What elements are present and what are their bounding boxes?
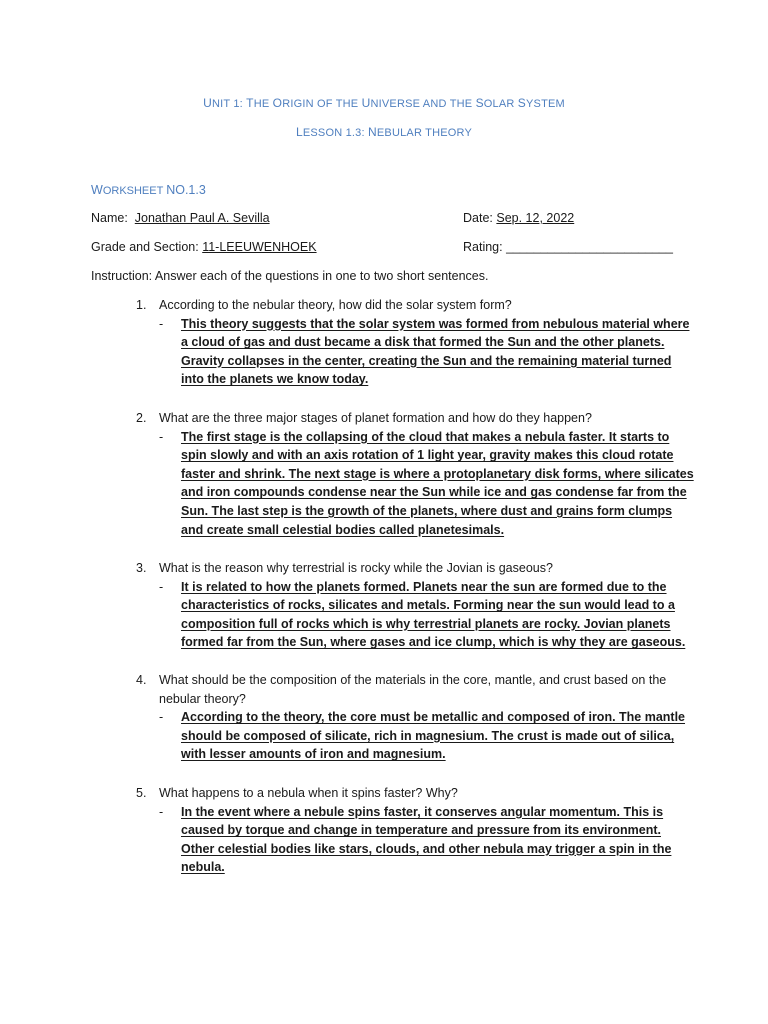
instruction: Instruction: Answer each of the questions in one to two short sentences. — [91, 269, 489, 283]
answer-dash: - — [159, 429, 164, 444]
name-line — [91, 211, 270, 226]
question-text: What is the reason why terrestrial is rocky while the Jovian is gaseous? — [159, 561, 553, 575]
answer-item — [159, 428, 696, 540]
answer-dash: - — [159, 316, 164, 331]
grade-value: 11-LEEUWENHOEK — [202, 240, 317, 254]
question-number: 4. — [136, 673, 147, 687]
date-value: Sep. 12, 2022 — [496, 211, 575, 225]
question-item — [136, 409, 696, 539]
question-number: 3. — [136, 561, 147, 575]
answer-text: The first stage is the collapsing of the cloud that makes a nebula faster. It starts to spin slowly and with an axis rotation of 1 light year, gravity makes this cloud rotate faster and shrink. The next stage is where a protoplanetary disk forms, where silicates and iron compounds condense near the Sun while ice and gas condense far from the Sun. The last step is the growth of the planets, where dust and grains form clumps and create small celestial bodies called planetesimals. — [181, 429, 694, 537]
name-value: Jonathan Paul A. Sevilla — [134, 211, 270, 225]
grade-label: Grade and Section: — [91, 240, 199, 254]
question-text: What are the three major stages of planet formation and how do they happen? — [159, 411, 592, 425]
lesson-title: LESSON 1.3: NEBULAR THEORY — [295, 125, 473, 139]
question-item — [136, 296, 696, 389]
answer-item — [159, 708, 696, 764]
question-number: 5. — [136, 786, 147, 800]
question-item — [136, 559, 696, 652]
answer-dash: - — [159, 710, 164, 725]
question-item — [136, 671, 696, 764]
answer-item — [159, 803, 696, 877]
question-text: What happens to a nebula when it spins faster? Why? — [159, 786, 458, 800]
question-number: 2. — [136, 411, 147, 425]
question-text: What should be the composition of the materials in the core, mantle, and crust based on the nebular theory? — [159, 673, 667, 706]
worksheet-number: WORKSHEET NO.1.3 — [91, 183, 206, 197]
answer-item — [159, 315, 696, 389]
grade-section-line — [91, 240, 317, 255]
question-number: 1. — [136, 298, 147, 312]
answer-text: It is related to how the planets formed. Planets near the sun are formed due to the characteristics of rocks, silicates and metals. Forming near the sun would lead to a composition full of rocks which is why terrestrial planets are rocky. Jovian planets formed far from the Sun, where gases and ice clump, which is why they are gaseous. — [181, 579, 686, 650]
answer-dash: - — [159, 804, 164, 819]
date-line — [463, 211, 574, 226]
rating-line — [463, 240, 673, 255]
date-label: Date: — [463, 211, 493, 225]
question-item — [136, 784, 696, 877]
answer-dash: - — [159, 579, 164, 594]
answer-text: In the event where a nebule spins faster, it conserves angular momentum. This is caused by torque and change in temperature and pressure from its environment. Other celestial bodies like stars, clouds, and other nebula may trigger a spin in the nebula. — [181, 804, 672, 875]
question-text: According to the nebular theory, how did the solar system form? — [159, 298, 512, 312]
unit-title: UNIT 1: THE ORIGIN OF THE UNIVERSE AND THE SOLAR SYSTEM — [203, 96, 565, 110]
answer-text: According to the theory, the core must be metallic and composed of iron. The mantle should be composed of silicate, rich in magnesium. The crust is made out of silica, with lesser amounts of iron and magnesium. — [181, 710, 686, 762]
answer-item — [159, 578, 696, 652]
name-label: Name: — [91, 211, 128, 225]
rating-label: Rating: — [463, 240, 503, 254]
rating-blank: ________________________ — [506, 240, 673, 254]
answer-text: This theory suggests that the solar system was formed from nebulous material where a cloud of gas and dust became a disk that formed the Sun and the other planets. Gravity collapses in the center, creating the Sun and the remaining material turned into the planets we know today. — [181, 316, 690, 387]
